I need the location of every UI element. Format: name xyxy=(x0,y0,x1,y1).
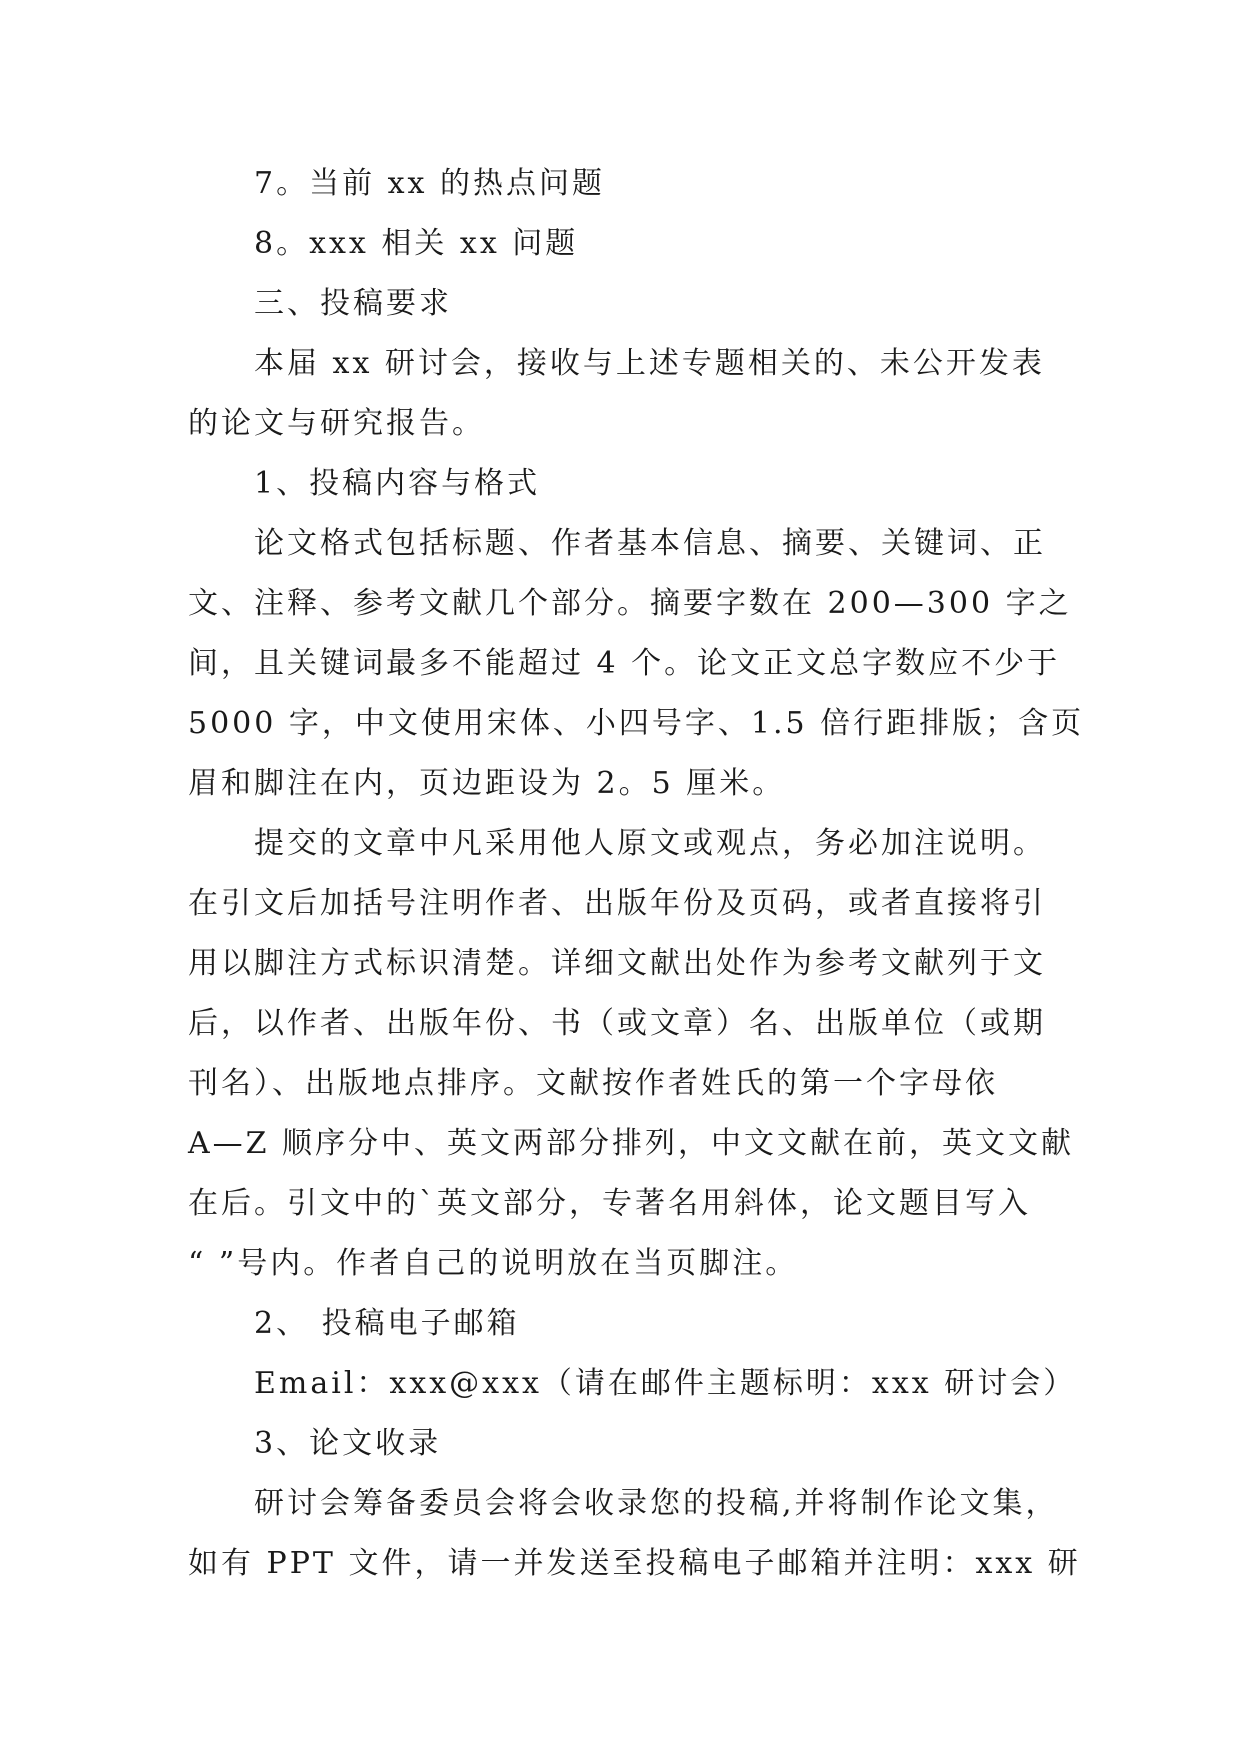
paragraph-line: 研讨会筹备委员会将会收录您的投稿,并将制作论文集， xyxy=(254,1486,1059,1521)
paragraph-line: 本届 xx 研讨会，接收与上述专题相关的、未公开发表 xyxy=(254,346,1045,381)
paragraph-line: 文、注释、参考文献几个部分。摘要字数在 200—300 字之 xyxy=(188,586,1072,621)
paragraph-line: 在后。引文中的`英文部分，专著名用斜体，论文题目写入 xyxy=(188,1186,1031,1221)
section-heading-submission-requirements: 三、投稿要求 xyxy=(254,286,452,321)
paragraph-line: 在引文后加括号注明作者、出版年份及页码，或者直接将引 xyxy=(188,886,1046,921)
paragraph-line: 后，以作者、出版年份、书（或文章）名、出版单位（或期 xyxy=(188,1006,1046,1041)
paragraph-line: 论文格式包括标题、作者基本信息、摘要、关键词、正 xyxy=(254,526,1046,561)
paragraph-line: 5000 字，中文使用宋体、小四号字、1.5 倍行距排版；含页 xyxy=(188,706,1085,741)
list-item-7: 7。当前 xx 的热点问题 xyxy=(254,166,605,201)
paragraph-line: 间，且关键词最多不能超过 4 个。论文正文总字数应不少于 xyxy=(188,646,1061,681)
paragraph-line: 如有 PPT 文件，请一并发送至投稿电子邮箱并注明：xxx 研 xyxy=(188,1546,1081,1581)
paragraph-line: 眉和脚注在内，页边距设为 2。5 厘米。 xyxy=(188,766,786,801)
subsection-heading-email: 2、 投稿电子邮箱 xyxy=(254,1306,520,1341)
list-item-8: 8。xxx 相关 xx 问题 xyxy=(254,226,579,261)
subsection-heading-content-format: 1、投稿内容与格式 xyxy=(254,466,541,501)
paragraph-line: 提交的文章中凡采用他人原文或观点，务必加注说明。 xyxy=(254,826,1046,861)
paragraph-line: 的论文与研究报告。 xyxy=(188,406,485,441)
email-line: Email：xxx@xxx（请在邮件主题标明：xxx 研讨会） xyxy=(254,1366,1077,1401)
subsection-heading-paper-inclusion: 3、论文收录 xyxy=(254,1426,442,1461)
paragraph-line: “ ”号内。作者自己的说明放在当页脚注。 xyxy=(188,1246,799,1281)
paragraph-line: 刊名）、出版地点排序。文献按作者姓氏的第一个字母依 xyxy=(188,1066,998,1101)
paragraph-line: 用以脚注方式标识清楚。详细文献出处作为参考文献列于文 xyxy=(188,946,1046,981)
paragraph-line: A—Z 顺序分中、英文两部分排列，中文文献在前，英文文献 xyxy=(188,1126,1075,1161)
